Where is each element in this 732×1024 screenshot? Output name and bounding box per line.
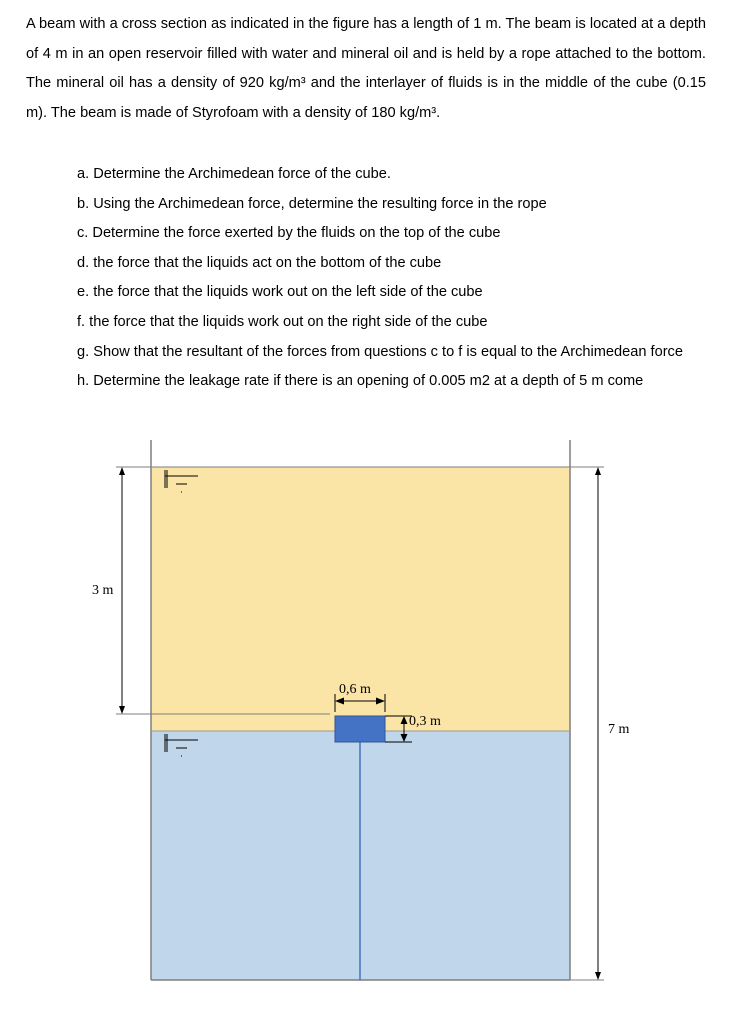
beam-height-label: 0,3 m: [409, 714, 441, 729]
question-a: a. Determine the Archimedean force of the cube.: [77, 166, 391, 182]
question-d: d. the force that the liquids act on the bottom of the cube: [77, 254, 442, 271]
beam-width-label: 0,6 m: [339, 682, 371, 697]
problem-statement: A beam with a cross section as indicated in the figure has a length of 1 m. The beam is located at a depth of 4 m in an open reservoir filled with water and mineral oil and is held by a rope attached to the bottom. The mineral oil has a density of 920 kg/m³ and the interlayer of fluids is in the middle of the cube (0.15 m). The beam is made of Styrofoam with a density of 180 kg/m³.: [26, 16, 706, 121]
oil-depth-label: 3 m: [92, 583, 114, 598]
question-g: g. Show that the resultant of the forces from questions c to f is equal to the Archimedean force: [77, 343, 683, 360]
total-depth-dimension: [570, 467, 604, 980]
question-e: e. the force that the liquids work out on the left side of the cube: [77, 284, 483, 301]
total-depth-label: 7 m: [608, 722, 630, 737]
question-f: f. the force that the liquids work out on the right side of the cube: [77, 313, 488, 330]
question-h: h. Determine the leakage rate if there is an opening of 0.005 m2 at a depth of 5 m come: [77, 373, 644, 390]
question-c: c. Determine the force exerted by the fluids on the top of the cube: [77, 225, 501, 242]
question-b: b. Using the Archimedean force, determine the resulting force in the rope: [77, 195, 547, 212]
beam: [335, 716, 385, 742]
